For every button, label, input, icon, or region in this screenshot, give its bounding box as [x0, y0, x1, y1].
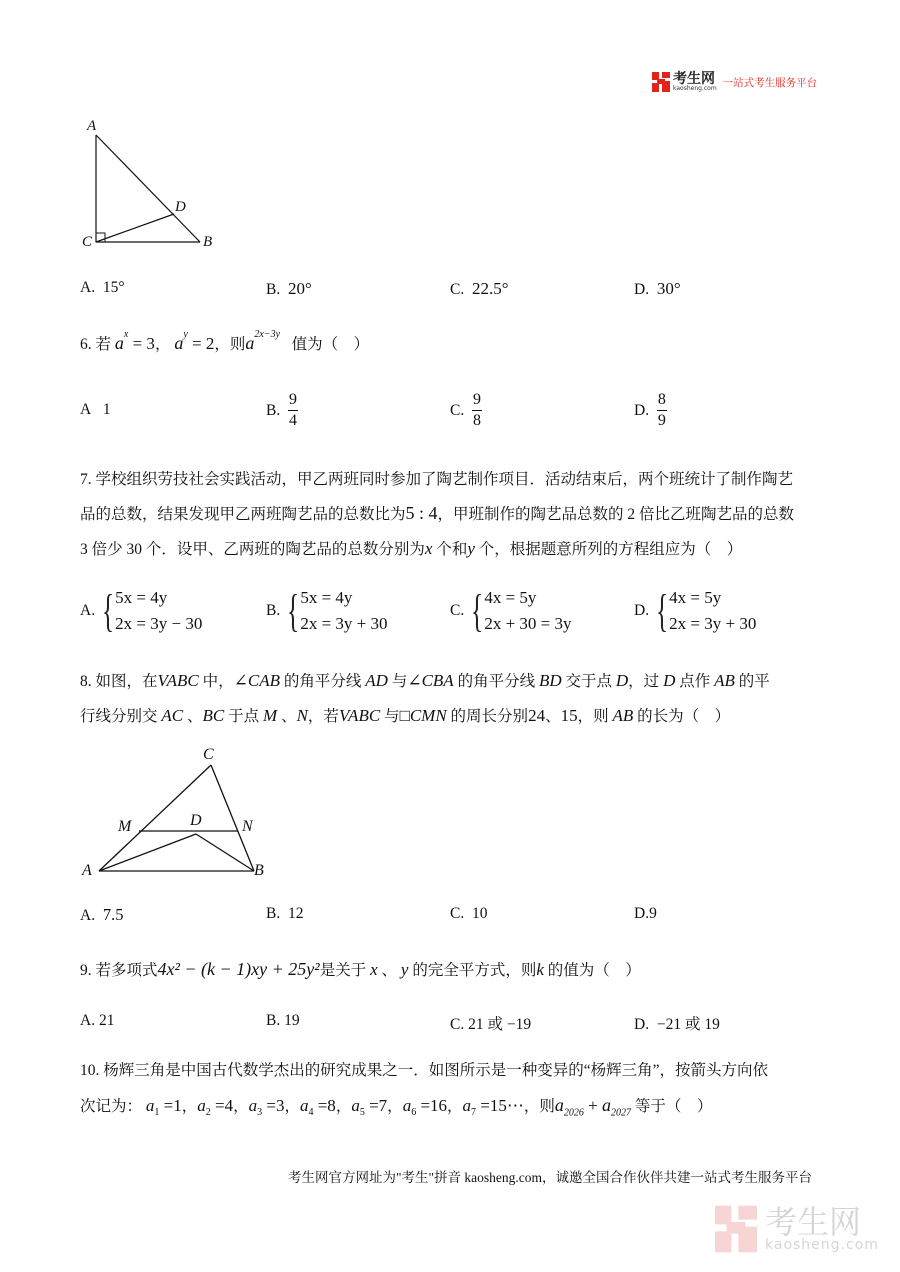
subscript: 1	[154, 1107, 160, 1119]
q8-text: 24	[528, 706, 546, 725]
var-y: y	[400, 960, 409, 979]
option-letter: A.	[80, 1012, 96, 1029]
q10-text: 等于（ ）	[634, 1098, 713, 1115]
q9-text: 的值为（ ）	[543, 962, 641, 979]
kaosheng-logo-icon	[652, 72, 670, 92]
sequence-term	[299, 1096, 352, 1119]
q8-text: 8. 如图，在	[80, 673, 158, 690]
label-B: B	[254, 862, 264, 879]
q10-text: 次记为：	[80, 1098, 143, 1115]
option-letter: C.	[450, 281, 465, 298]
option-value: 21	[98, 1012, 115, 1029]
segment-CD	[96, 214, 174, 242]
subscript: 2026	[563, 1107, 584, 1119]
exp-y: y	[183, 329, 188, 340]
subscript: 4	[308, 1107, 314, 1119]
option-value: −21 或 19	[656, 1016, 720, 1033]
var-a: a	[402, 1096, 412, 1115]
option-letter: A.	[80, 279, 96, 296]
q7-line-2	[80, 502, 794, 524]
q7-text: 3 倍少 30 个．设甲、乙两班的陶艺品的总数分别为	[80, 541, 425, 558]
brace-icon: {	[102, 585, 115, 636]
option-letter: B.	[266, 401, 281, 419]
sep: ，	[154, 336, 171, 353]
term-a2027: $a_{2027}$	[602, 1095, 631, 1119]
var-a: a	[114, 333, 124, 353]
numerator: 8	[657, 391, 666, 408]
polynomial: 4x² − (k − 1)xy + 25y²	[157, 959, 320, 979]
option-letter: B.	[266, 1012, 281, 1029]
q8-text: 、	[545, 708, 561, 725]
math-term: AB	[612, 706, 634, 725]
term-value: =16	[416, 1096, 448, 1115]
math-term: D	[663, 671, 676, 690]
math-term: AD	[365, 671, 388, 690]
fraction	[288, 391, 298, 430]
q8-option-b[interactable]	[266, 905, 303, 923]
q7-option-d[interactable]	[634, 585, 756, 637]
option-letter: B.	[266, 281, 281, 298]
q7-text: ，甲班制作的陶艺品总数的 2 倍比乙班陶艺品的总数	[437, 506, 795, 523]
q7-line-1: 7. 学校组织劳技社会实践活动，甲乙两班同时参加了陶艺制作项目．活动结束后，两个班统计了制作陶艺	[80, 471, 794, 488]
header-slogan: 一站式考生服务平台	[722, 76, 818, 89]
q7-option-b[interactable]	[266, 585, 388, 637]
label-D: D	[190, 812, 202, 829]
math-term: BD	[538, 671, 562, 690]
numerator: 9	[472, 391, 481, 408]
sequence-term	[248, 1096, 300, 1119]
option-letter: B.	[266, 602, 281, 619]
math-term: N	[296, 706, 308, 725]
option-value: 12	[287, 905, 304, 922]
q5-option-c[interactable]	[450, 279, 509, 299]
option-value: 10	[471, 905, 488, 922]
q10-text: ，则	[523, 1098, 555, 1115]
q8-option-d[interactable]	[634, 905, 657, 923]
ratio: 5 : 4	[405, 503, 438, 523]
label-A: A	[87, 118, 97, 134]
q8-text: 交于点	[561, 673, 616, 690]
q5-option-a[interactable]	[80, 279, 125, 297]
q7-option-a[interactable]	[80, 585, 202, 637]
sep: ，	[387, 1098, 403, 1115]
exp-2x-3y: 2x−3y	[254, 329, 281, 340]
q5-option-d[interactable]	[634, 279, 681, 299]
equation-2: 2x = 3y + 30	[669, 614, 757, 633]
option-letter: C.	[450, 401, 465, 419]
term-a2026: $a_{2026}$	[554, 1095, 584, 1119]
subscript: 3	[257, 1107, 263, 1119]
option-value: 15°	[102, 279, 125, 296]
q7-line-3	[80, 537, 742, 559]
sep: ，	[233, 1098, 249, 1115]
equation-2: 2x = 3y + 30	[300, 614, 388, 633]
subscript: 7	[471, 1107, 477, 1119]
var-x: x	[424, 539, 433, 558]
option-value: 1	[102, 401, 111, 418]
brace-icon: {	[287, 585, 300, 636]
sequence-term	[462, 1096, 524, 1119]
var-a: a	[245, 333, 255, 353]
option-letter: A.	[80, 907, 96, 924]
q6-option-b[interactable]	[266, 391, 298, 430]
q6-option-a[interactable]	[80, 401, 111, 419]
option-value: 20°	[287, 279, 312, 298]
math-term: AC	[161, 706, 184, 725]
label-B: B	[203, 234, 213, 250]
brace-icon: {	[656, 585, 669, 636]
logo-cn-text: 考生网	[673, 71, 715, 87]
option-letter: C.	[450, 1016, 465, 1033]
label-M: M	[118, 818, 132, 835]
q5-option-b[interactable]	[266, 279, 312, 299]
q8-line-2	[80, 704, 730, 726]
q8-text: 15	[560, 706, 578, 725]
q10-line-2: 次记为： $a_1 =1$，$a_2 =4$，$a_3 =3$，$a_4 =8$，$a_5 =7$，$a_6 =16$，$a_7$ =15⋯，则$a_{2026} + a_{2027}$ 等于（ ）	[80, 1095, 713, 1119]
sep: ，	[335, 1098, 352, 1115]
option-letter: D.	[634, 1016, 650, 1033]
fraction	[472, 391, 482, 430]
math-term: VABC	[338, 706, 381, 725]
q9-question	[80, 958, 641, 980]
q6-tail: 值为（ ）	[291, 336, 370, 353]
q8-text: 的长为（ ）	[633, 708, 731, 725]
watermark-logo	[715, 1205, 879, 1253]
footer-text: 考生网官方网址为"考生"拼音 kaosheng.com，诚邀全国合作伙伴共建一站式考生服务平台	[288, 1170, 813, 1185]
q9-text: 的完全平方式，则	[408, 962, 537, 979]
label-C: C	[82, 234, 93, 250]
q7-text: 个和	[436, 541, 468, 558]
header-logo	[652, 72, 817, 92]
option-letter: D.	[634, 281, 650, 298]
q8-triangle-figure	[78, 745, 278, 885]
q8-text: 的平	[734, 673, 770, 690]
option-letter: C.	[450, 602, 465, 619]
label-C: C	[203, 746, 214, 763]
denominator: 8	[472, 412, 481, 429]
term-value: =15⋯	[476, 1096, 524, 1115]
q10-line-1: 10. 杨辉三角是中国古代数学杰出的研究成果之一．如图所示是一种变异的“杨辉三角”，按箭头方向依	[80, 1062, 769, 1079]
term-value: =3	[262, 1096, 285, 1115]
math-term: D	[615, 671, 629, 690]
q9-option-b[interactable]	[266, 1012, 300, 1030]
var-a: a	[174, 333, 184, 353]
q8-text: 的角平分线	[453, 673, 539, 690]
option-letter: D.	[634, 905, 650, 922]
option-value: 21 或 −19	[468, 1016, 532, 1033]
var-a: a	[462, 1096, 472, 1115]
q6-text: 若	[95, 336, 112, 353]
sequence-term	[402, 1096, 463, 1119]
term-value: =4	[210, 1096, 234, 1115]
subscript: 2027	[611, 1107, 631, 1119]
watermark-domain: kaosheng.com	[765, 1237, 879, 1253]
subscript: 5	[359, 1107, 365, 1119]
option-letter: A.	[80, 602, 96, 619]
q8-text: 、	[183, 708, 203, 725]
watermark-cn: 考生网	[765, 1203, 862, 1241]
q8-text: 与	[387, 673, 408, 690]
q8-option-a[interactable]	[80, 905, 123, 925]
fraction	[657, 391, 667, 430]
sequence-term	[351, 1096, 403, 1119]
logo-domain-text: kaosheng.com	[673, 85, 717, 92]
q8-text: 于点	[224, 708, 264, 725]
q9-text: 是关于	[319, 962, 367, 979]
q8-text: 、	[277, 708, 297, 725]
math-term: AB	[714, 671, 735, 690]
math-term: M	[263, 706, 278, 725]
option-value: 22.5°	[471, 279, 509, 298]
denominator: 4	[288, 412, 297, 429]
q7-text: 品的总数，结果发现甲乙两班陶艺品的总数比为	[80, 506, 406, 523]
q8-text: ，则	[577, 708, 613, 725]
q8-text: 中，	[198, 673, 234, 690]
q8-line-1	[80, 669, 770, 691]
equation-1: 4x = 5y	[484, 588, 537, 607]
q6-option-d[interactable]	[634, 391, 667, 430]
option-value: 19	[284, 1012, 300, 1029]
q8-text: 行线分别交	[80, 708, 162, 725]
sep: 、	[377, 962, 398, 979]
q8-text: ，若	[307, 708, 339, 725]
equation-1: 4x = 5y	[669, 588, 722, 607]
question-number: 6.	[80, 336, 92, 353]
var-a: a	[197, 1096, 206, 1115]
term-value: =7	[364, 1096, 388, 1115]
var-a: a	[145, 1096, 155, 1115]
var-k: k	[536, 960, 544, 979]
q9-option-c[interactable]	[450, 1012, 531, 1034]
sequence-term	[197, 1096, 249, 1119]
option-letter: C.	[450, 905, 465, 922]
math-term: ∠CBA	[407, 671, 454, 690]
q6-question	[80, 329, 370, 354]
segment-AB	[96, 135, 200, 242]
watermark-logo-icon	[715, 1205, 757, 1253]
q8-text: 点作	[675, 673, 715, 690]
label-D: D	[175, 199, 186, 215]
option-value: 30°	[656, 279, 681, 298]
sep: ，	[284, 1098, 300, 1115]
var-a: a	[351, 1096, 360, 1115]
equation-2: 2x = 3y − 30	[115, 614, 203, 633]
option-letter: D.	[634, 401, 650, 419]
q7-text: 个，根据题意所列的方程组应为（ ）	[478, 541, 743, 558]
option-value: 7.5	[102, 905, 124, 924]
q7-option-c[interactable]	[450, 585, 572, 637]
q8-option-c[interactable]	[450, 905, 487, 923]
q9-text: 9. 若多项式	[80, 962, 158, 979]
option-letter: B.	[266, 905, 281, 922]
math-term: ∠CAB	[233, 671, 280, 690]
segment-AD	[99, 834, 196, 871]
numerator: 9	[288, 391, 297, 408]
sep: ，则	[214, 336, 246, 353]
option-value: 9	[649, 905, 657, 922]
brace-icon: {	[471, 585, 484, 636]
sep: ，	[181, 1098, 198, 1115]
sep: ，	[447, 1098, 463, 1115]
math-term: BC	[202, 706, 225, 725]
var-y: y	[467, 539, 475, 558]
subscript: 6	[411, 1107, 417, 1119]
term-value: =8	[313, 1096, 336, 1115]
q8-text: 的角平分线	[280, 673, 366, 690]
q8-text: 的周长分别	[446, 708, 529, 725]
math-term: □CMN	[399, 706, 447, 725]
var-x: x	[370, 960, 378, 979]
eq-3: = 3	[128, 334, 155, 353]
equation-1: 5x = 4y	[300, 588, 353, 607]
q9-option-d[interactable]	[634, 1012, 720, 1034]
subscript: 2	[205, 1107, 211, 1119]
q9-option-a[interactable]	[80, 1012, 114, 1030]
q8-text: ，过	[628, 673, 664, 690]
var-a: a	[299, 1096, 309, 1115]
term-value: =1	[159, 1096, 182, 1115]
math-term: VABC	[157, 671, 199, 690]
q8-text: 与	[380, 708, 400, 725]
segment-DB	[196, 834, 254, 871]
exp-x: x	[123, 329, 129, 340]
var-a: a	[248, 1096, 258, 1115]
q6-option-c[interactable]	[450, 391, 482, 430]
equation-2: 2x + 30 = 3y	[484, 614, 572, 633]
label-A: A	[82, 862, 92, 879]
sequence-term	[145, 1096, 198, 1119]
label-N: N	[242, 818, 253, 835]
denominator: 9	[657, 412, 666, 429]
equation-1: 5x = 4y	[115, 588, 168, 607]
eq-2: = 2	[187, 334, 215, 353]
option-letter: A	[80, 401, 92, 418]
option-letter: D.	[634, 602, 650, 619]
